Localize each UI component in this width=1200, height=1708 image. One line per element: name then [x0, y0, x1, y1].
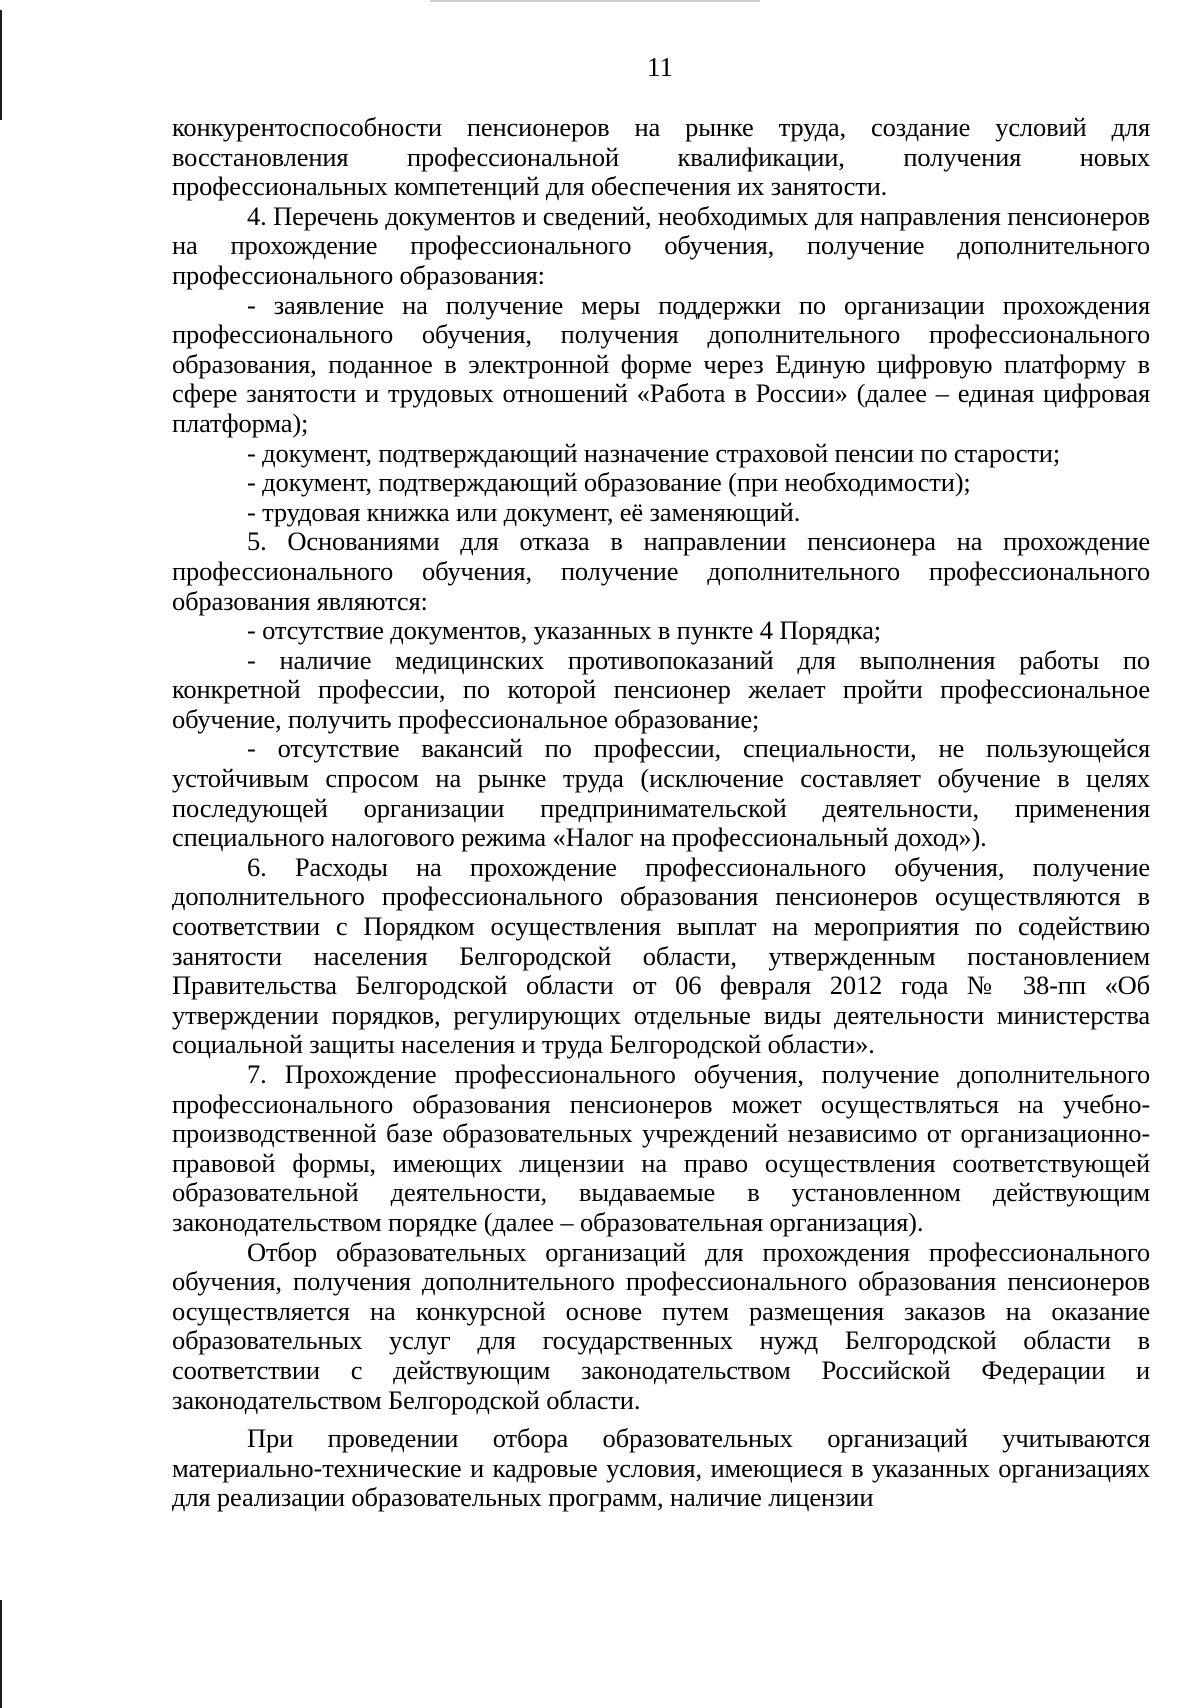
paragraph-selection-criteria: При проведении отбора образовательных организаций учитываются материально-технические и кадровые условия, имеющиеся в указанных организациях для реализации образовательных программ, наличие лицензии	[172, 1423, 1150, 1513]
list-item-application: - заявление на получение меры поддержки по организации прохождения профессионального обучения, получения дополнительного профессионального образования, поданное в электронной форме через Единую цифровую платформу в сфере занятости и трудовых отношений «Работа в России» (далее – единая цифровая платформа);	[172, 289, 1150, 438]
paragraph-continuation: конкурентоспособности пенсионеров на рынке труда, создание условий для восстановления профессиональной квалификации, получения новых профессиональных компетенций для обеспечения их занятости.	[172, 112, 1150, 202]
paragraph-item-7: 7. Прохождение профессионального обучения, получение дополнительного профессионального образования пенсионеров может осуществляться на учебно-производственной базе образовательных учреждений независимо от организационно-правовой формы, имеющих лицензии на право осуществления соответствующей образовательной деятельности, выдаваемые в установленном действующим законодательством порядке (далее – образовательная организация).	[172, 1059, 1150, 1237]
list-item-education-document: - документ, подтверждающий образование (при необходимости);	[247, 467, 971, 498]
scan-left-edge-bottom	[0, 1600, 2, 1708]
document-body	[172, 113, 1150, 1513]
list-item-medical-contraindications: - наличие медицинских противопоказаний для выполнения работы по конкретной профессии, по которой пенсионер желает пройти профессиональное обучение, получить профессиональное образование;	[172, 644, 1150, 734]
paragraph-selection: Отбор образовательных организаций для прохождения профессионального обучения, получения дополнительного профессионального образования пенсионеров осуществляется на конкурсной основе путем размещения заказов на оказание образовательных услуг для государственных нужд Белгородской области в соответствии с действующим законодательством Российской Федерации и законодательством Белгородской области.	[172, 1236, 1150, 1415]
paragraph-item-6: 6. Расходы на прохождение профессионального обучения, получение дополнительного профессионального образования пенсионеров осуществляются в соответствии с Порядком осуществления выплат на мероприятия по содействию занятости населения Белгородской области, утвержденным постановлением Правительства Белгородской области от 06 февраля 2012 года № 38-пп «Об утверждении порядков, регулирующих отдельные виды деятельности министерства социальной защиты населения и труда Белгородской области».	[172, 851, 1150, 1060]
list-item-missing-documents: - отсутствие документов, указанных в пункте 4 Порядка;	[247, 615, 882, 646]
list-item-employment-record: - трудовая книжка или документ, её заменяющий.	[247, 496, 801, 527]
list-item-pension-document: - документ, подтверждающий назначение страховой пенсии по старости;	[247, 437, 1061, 468]
list-item-no-vacancies: - отсутствие вакансий по профессии, специальности, не пользующейся устойчивым спросом на рынке труда (исключение составляет обучение в целях последующей организации предпринимательской деятельности, применения специального налогового режима «Налог на профессиональный доход»).	[172, 733, 1150, 853]
paragraph-item-4: 4. Перечень документов и сведений, необходимых для направления пенсионеров на прохождение профессионального обучения, получение дополнительного профессионального образования:	[172, 200, 1150, 290]
paragraph-item-5: 5. Основаниями для отказа в направлении пенсионера на прохождение профессионального обучения, получение дополнительного профессионального образования являются:	[172, 526, 1150, 616]
page-number: 11	[647, 52, 673, 82]
scan-top-edge	[430, 0, 760, 2]
